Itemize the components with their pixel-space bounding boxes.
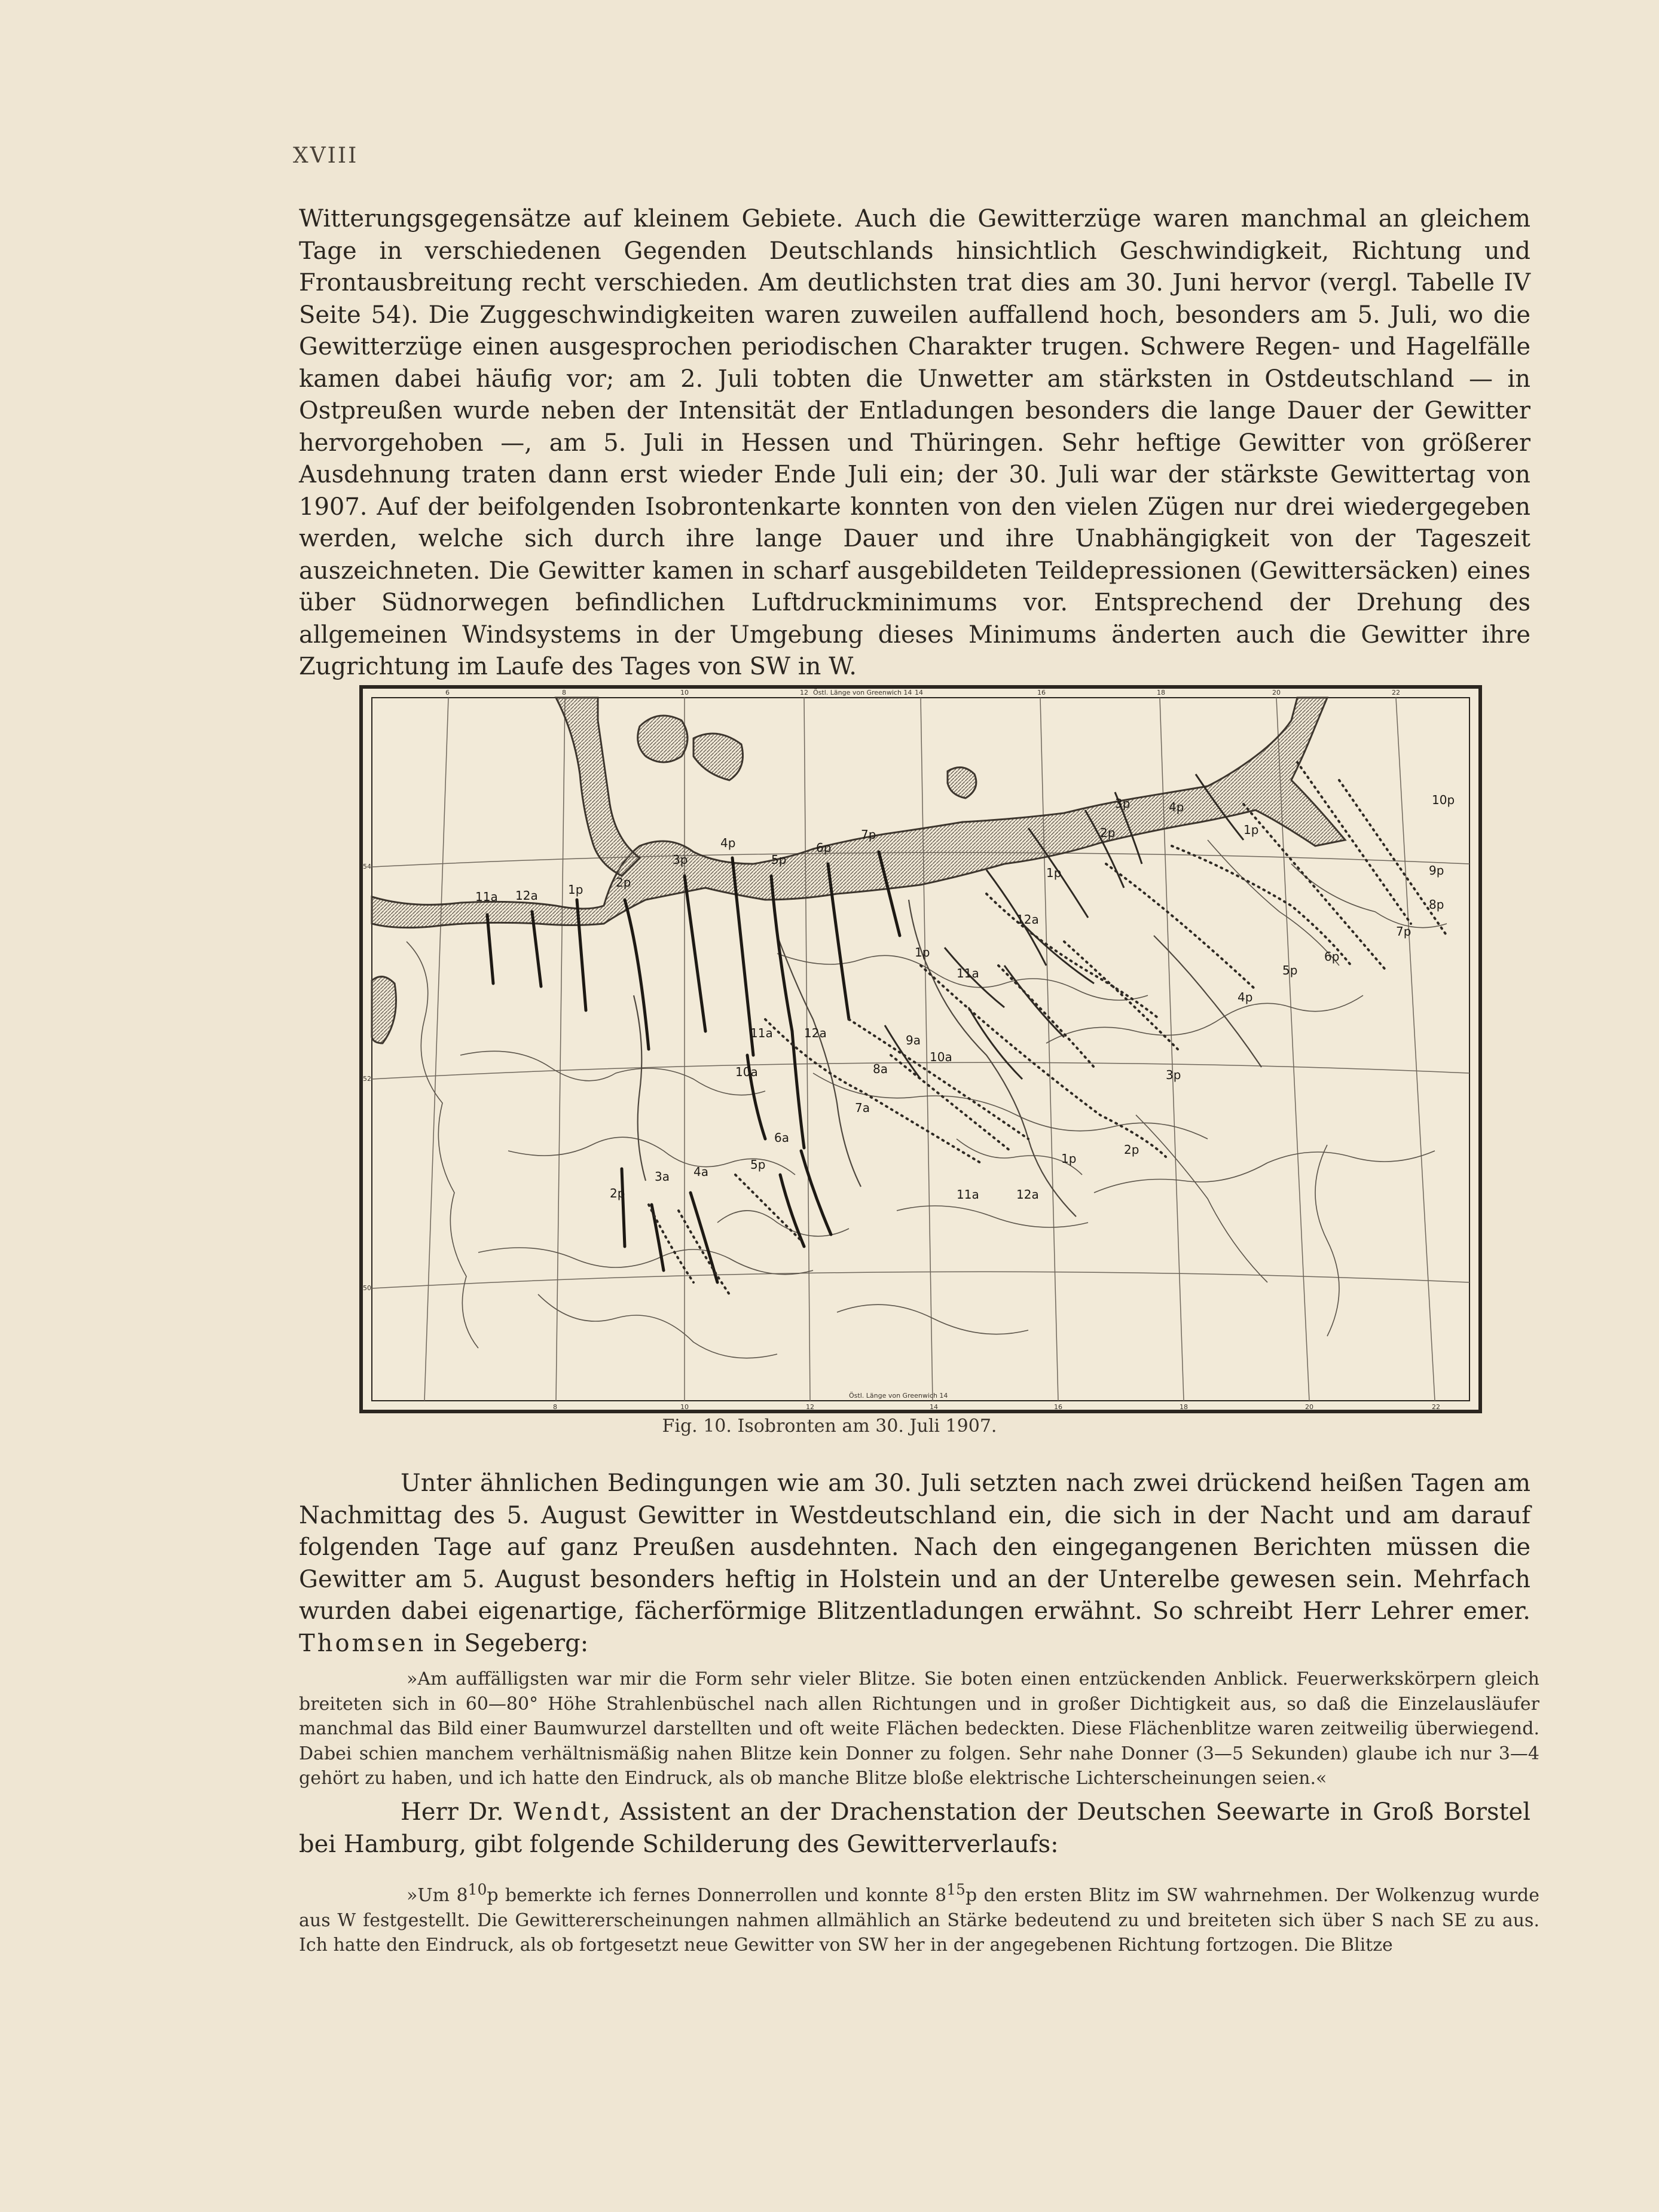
svg-text:4p: 4p <box>1169 800 1184 814</box>
paragraph-1: Witterungsgegensätze auf kleinem Gebiete. Auch die Gewitterzüge waren manchmal an gleichem Tage in verschiedenen Gegenden Deutschlands hinsichtlich Geschwindigkeit, Richtung und Frontausbreitung recht verschieden. Am deutlichsten trat dies am 30. Juni hervor (vergl. Tabelle IV Seite 54). Die Zuggeschwindigkeiten waren zuweilen auffallend hoch, besonders am 5. Juli, wo die Gewitterzüge einen ausgesprochen periodischen Charakter trugen. Schwere Regen- und Hagelfälle kamen dabei häufig vor; am 2. Juli tobten die Unwetter am stärksten in Ostdeutschland — in Ostpreußen wurde neben der Intensität der Entladungen besonders die lange Dauer der Gewitter hervorgehoben —, am 5. Juli in Hessen und Thüringen. Sehr heftige Gewitter von größerer Ausdehnung traten dann erst wieder Ende Juli ein; der 30. Juli war der stärkste Gewittertag von 1907. Auf der beifolgenden Isobrontenkarte konnten von den vielen Zügen nur drei wiedergegeben werden, welche sich durch ihre lange Dauer und ihre Unabhängigkeit von der Tageszeit auszeichneten. Die Gewitter kamen in scharf ausgebildeten Teildepressionen (Gewittersäcken) eines über Südnorwegen befindlichen Luftdruckminimums vor. Entsprechend der Drehung des allgemeinen Windsystems in der Umgebung dieses Minimums änderten auch die Gewitter ihre Zugrichtung im Laufe des Tages von SW in W. <box>299 205 1530 680</box>
svg-text:14: 14 <box>930 1403 938 1411</box>
quote-2-start: »Um 8 <box>407 1885 468 1906</box>
person-name-thomsen: Thomsen <box>299 1629 426 1657</box>
paragraph-3 <box>299 1797 1530 1860</box>
svg-text:10a: 10a <box>735 1065 758 1079</box>
svg-text:4p: 4p <box>1238 990 1253 1004</box>
svg-text:11a: 11a <box>957 1187 979 1202</box>
svg-text:5p: 5p <box>771 853 787 867</box>
svg-text:4a: 4a <box>693 1165 708 1179</box>
svg-text:10: 10 <box>680 689 689 696</box>
svg-text:8: 8 <box>562 689 566 696</box>
paragraph-2-text: Unter ähnlichen Bedingungen wie am 30. Juli setzten nach zwei drückend heißen Tagen am Nachmittag des 5. August Gewitter in Westdeutschland ein, die sich in der Nacht und am darauf folgenden Tage auf ganz Preußen ausdehnten. Nach den eingegangenen Berichten müssen die Gewitter am 5. August besonders heftig in Holstein und an der Unterelbe gewesen sein. Mehrfach wurden dabei eigenartige, fächerförmige Blitzentladungen erwähnt. So schreibt Herr Lehrer emer. <box>299 1469 1530 1625</box>
svg-text:1p: 1p <box>1046 866 1062 880</box>
svg-text:18: 18 <box>1180 1403 1188 1411</box>
paragraph-2 <box>299 1468 1530 1660</box>
svg-text:12: 12 <box>806 1403 814 1411</box>
svg-text:20: 20 <box>1272 689 1281 696</box>
svg-text:7p: 7p <box>1396 924 1411 939</box>
svg-text:6a: 6a <box>774 1131 789 1145</box>
svg-text:16: 16 <box>1037 689 1046 696</box>
svg-text:6: 6 <box>445 689 450 696</box>
svg-text:1p: 1p <box>1244 823 1259 837</box>
map-frame <box>361 687 1480 1411</box>
svg-text:11a: 11a <box>750 1026 773 1040</box>
svg-text:2p: 2p <box>1124 1142 1139 1157</box>
paragraph-3-lead: Herr Dr. <box>401 1798 504 1826</box>
svg-text:12a: 12a <box>804 1026 827 1040</box>
svg-text:2p: 2p <box>610 1186 625 1200</box>
svg-text:1p: 1p <box>1061 1151 1077 1166</box>
svg-text:1p: 1p <box>915 945 930 960</box>
svg-text:50: 50 <box>363 1284 371 1292</box>
page-number: XVIII <box>293 143 359 168</box>
svg-text:22: 22 <box>1392 689 1400 696</box>
svg-text:22: 22 <box>1432 1403 1440 1411</box>
isobronten-map-figure <box>359 685 1483 1414</box>
svg-text:5p: 5p <box>1282 963 1298 977</box>
svg-text:8p: 8p <box>1429 897 1444 912</box>
svg-text:7a: 7a <box>855 1101 870 1115</box>
svg-text:8: 8 <box>553 1403 557 1411</box>
svg-text:11a: 11a <box>957 966 979 980</box>
paragraph-2-tail: in Segeberg: <box>433 1629 589 1657</box>
svg-text:7p: 7p <box>861 827 876 842</box>
paragraph-3-text: , Assistent an der Drachenstation der Deutschen Seewarte in Groß Borstel bei Hamburg, gibt folgende Schilderung des Gewitterverlaufs: <box>299 1798 1531 1858</box>
svg-text:3a: 3a <box>655 1169 670 1184</box>
figure-caption: Fig. 10. Isobronten am 30. Juli 1907. <box>662 1416 997 1437</box>
svg-text:14: 14 <box>915 689 923 696</box>
svg-text:10p: 10p <box>1432 793 1455 807</box>
quote-2-middle: p bemerkte ich fernes Donnerrollen und konnte 8 <box>487 1885 947 1906</box>
svg-text:12a: 12a <box>1016 912 1039 927</box>
svg-text:3p: 3p <box>673 853 688 867</box>
svg-text:4p: 4p <box>720 836 736 850</box>
svg-text:8a: 8a <box>873 1062 888 1076</box>
svg-text:2p: 2p <box>1100 826 1116 840</box>
svg-text:52: 52 <box>363 1075 371 1083</box>
svg-text:12a: 12a <box>1016 1187 1039 1202</box>
svg-text:9a: 9a <box>906 1033 921 1047</box>
svg-text:10a: 10a <box>930 1050 952 1064</box>
svg-text:20: 20 <box>1305 1403 1313 1411</box>
time-superscript-2: 15 <box>946 1881 966 1898</box>
svg-text:18: 18 <box>1157 689 1165 696</box>
svg-text:2p: 2p <box>616 875 631 890</box>
svg-text:6p: 6p <box>1324 949 1340 964</box>
svg-text:54: 54 <box>363 863 371 870</box>
svg-text:10: 10 <box>680 1403 689 1411</box>
svg-text:9p: 9p <box>1429 863 1444 878</box>
quote-2-end: p den ersten Blitz im SW wahrnehmen. Der Wolkenzug wurde aus W festgestellt. Die Gewittererscheinungen nahmen allmählich an Stärke bedeutend zu und breiteten sich über S nach SE zu aus. Ich hatte den Eindruck, als ob fortgesetzt neue Gewitter von SW her in der angegebenen Richtung fortzogen. Die Blitze <box>299 1885 1539 1956</box>
svg-text:1p: 1p <box>568 882 583 897</box>
map-bottom-label: Östl. Länge von Greenwich 14 <box>849 1392 948 1400</box>
svg-text:12: 12 <box>800 689 808 696</box>
svg-text:3p: 3p <box>1115 796 1131 811</box>
quote-thomsen: »Am auffälligsten war mir die Form sehr vieler Blitze. Sie boten einen entzückenden Anblick. Feuerwerkskörpern gleich breiteten sich in 60—80° Höhe Strahlenbüschel nach allen Richtungen und in großer Dichtigkeit aus, so daß die Einzelausläufer manchmal das Bild einer Baumwurzel darstellten und oft weite Flächen bedeckten. Diese Flächenblitze waren zeitweilig überwiegend. Dabei schien manchem verhältnismäßig nahen Blitze kein Donner zu folgen. Sehr nahe Donner (3—5 Sekunden) glaube ich nur 3—4 gehört zu haben, und ich hatte den Eindruck, als ob manche Blitze bloße elektrische Lichterscheinungen seien.« <box>299 1669 1539 1789</box>
svg-text:11a: 11a <box>475 890 498 904</box>
svg-text:16: 16 <box>1054 1403 1062 1411</box>
svg-text:3p: 3p <box>1166 1068 1181 1082</box>
svg-text:12a: 12a <box>515 888 538 903</box>
svg-text:6p: 6p <box>816 841 832 855</box>
map-top-label: Östl. Länge von Greenwich 14 <box>813 689 912 696</box>
quote-wendt <box>299 1877 1539 1958</box>
time-superscript-1: 10 <box>468 1881 487 1898</box>
person-name-wendt: Wendt <box>513 1798 603 1826</box>
svg-text:5p: 5p <box>750 1157 766 1172</box>
